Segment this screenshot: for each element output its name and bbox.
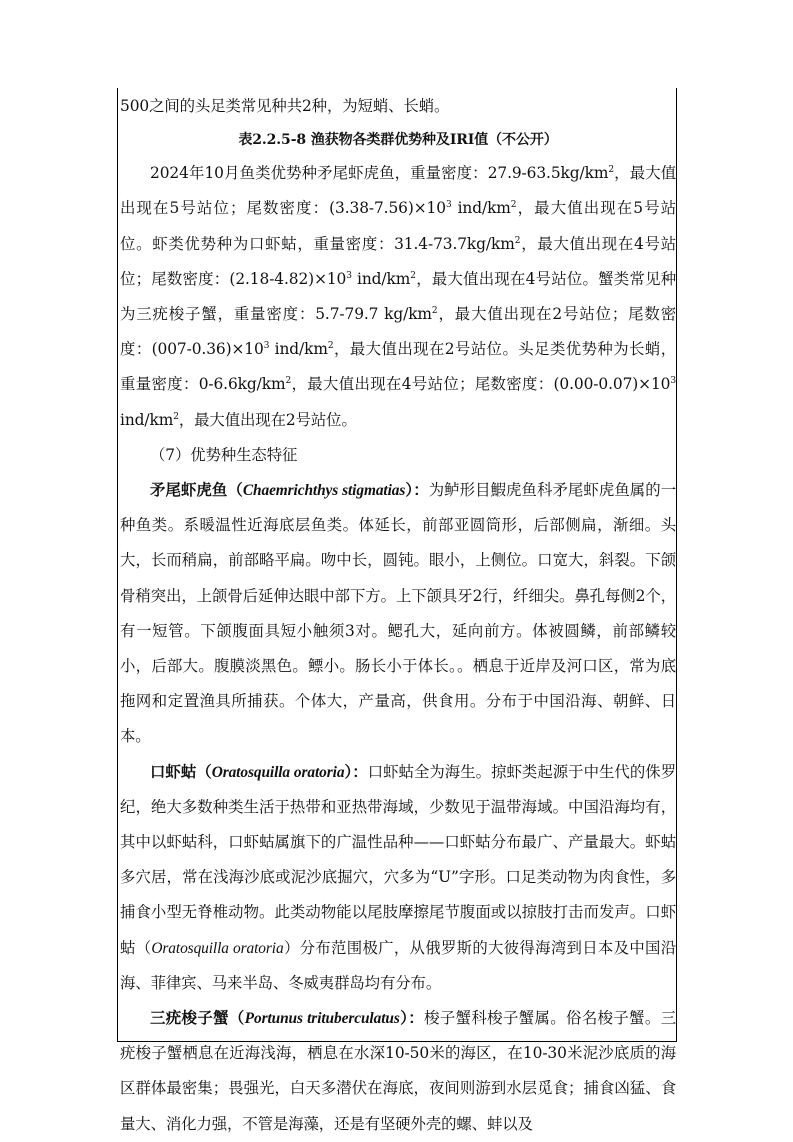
species-name: 口虾蛄 [150, 762, 197, 781]
superscript: 3 [445, 200, 452, 211]
text-segment: 2024年10月鱼类优势种矛尾虾虎鱼，重量密度：27.9-63.5kg/km [150, 164, 609, 183]
species-name: 三疣梭子蟹 [150, 1009, 229, 1028]
paren-open: （ [228, 1009, 245, 1028]
paragraph-2024-survey [120, 156, 676, 438]
superscript: 3 [346, 270, 352, 281]
superscript: 2 [285, 376, 292, 387]
species-description: ）分布范围极广，从俄罗斯的大彼得海湾到日本及中国沿海、菲律宾、马来半岛、冬威夷群岛均有分布。 [120, 938, 676, 992]
text-segment: ind/km [120, 410, 174, 429]
species-latin-name: Oratosquilla oratoria [211, 763, 345, 781]
text-segment: ，最大值出现在2号站位；尾数密度：(007-0.36)×10 [120, 305, 676, 359]
intro-tail-paragraph: 500之间的头足类常见种共2种，为短蛸、长蛸。 [120, 97, 450, 115]
superscript: 3 [670, 376, 676, 387]
superscript: 2 [327, 341, 334, 352]
text-segment: ，最大值出现在5号站位；尾数密度：(3.38-7.56)×10 [120, 164, 676, 218]
text-segment: ，最大值出现在4号站位。蟹类常见种为三疣梭子蟹，重量密度：5.7-79.7 kg/km [120, 269, 676, 324]
species-description: 为鲈形目鰕虎鱼科矛尾虾虎鱼属的一种鱼类。系暖温性近海底层鱼类。体延长，前部亚圆筒形，后部侧扁，渐细。头大，长而稍扁，前部略平扁。吻中长，圆钝。眼小，上侧位。口宽大，斜裂。下颌骨稍突出，上颌骨后延伸达眼中部下方。上下颌具牙2行，纤细尖。鼻孔每侧2个，有一短管。下颌腹面具短小触须3对。鳃孔大，延向前方。体被圆鳞，前部鳞较小，后部大。腹膜淡黑色。鳔小。肠长小于体长。。栖息于近岸及河口区，常为底拖网和定置渔具所捕获。个体大，产量高，供食用。分布于中国沿海、朝鲜、日本。 [120, 481, 677, 746]
paren-open: （ [227, 481, 243, 500]
species-description: 梭子蟹科梭子蟹属。俗名梭子蟹。三疣梭子蟹栖息在近海浅海，栖息在水深10-50米的海区，在10-30米泥沙底质的海区群体最密集；畏强光，白天多潜伏在海底，夜间则游到水层觅食；捕食凶猛、食量大、消化力强，不管是海藻，还是有坚硬外壳的螺、蚌以及 [120, 1009, 676, 1133]
text-segment: ind/km [351, 269, 411, 288]
superscript: 2 [431, 306, 438, 317]
paren-close: ） [399, 1009, 409, 1028]
superscript: 2 [514, 235, 521, 246]
species-latin-name: Chaemrichthys stigmatias [242, 482, 406, 500]
separator: ： [408, 1009, 425, 1028]
species-paragraph-chaemrichthys [120, 473, 676, 755]
species-name: 矛尾虾虎鱼 [150, 481, 228, 500]
paren-close: ） [344, 762, 353, 781]
superscript: 2 [608, 165, 614, 176]
text-segment: ，最大值出现在5号站位。虾类优势种为口虾蛄，重量密度：31.4-73.7kg/km [120, 199, 676, 253]
table-caption: 表2.2.5-8 渔获物各类群优势种及IRI值（不公开） [238, 132, 558, 149]
separator: ： [352, 762, 368, 781]
species-latin-inline: Oratosquilla oratoria [151, 939, 284, 957]
superscript: 3 [263, 341, 270, 352]
paren-close: ） [405, 481, 414, 500]
species-description: 口虾蛄全为海生。掠虾类起源于中生代的侏罗纪，绝大多数种类生活于热带和亚热带海域，少数见于温带海域。中国沿海均有，其中以虾蛄科，口虾蛄属旗下的广温性品种——口虾蛄分布最广、产量最大。虾蛄多穴居，常在浅海沙底或泥沙底掘穴，穴多为“U”字形。口足类动物为肉食性，多捕食小型无脊椎动物。此类动物能以尾肢摩擦尾节腹面或以掠肢打击而发声。口虾蛄（ [120, 762, 676, 957]
section-heading: （7）优势种生态特征 [150, 445, 298, 464]
superscript: 2 [510, 200, 517, 211]
text-segment: ，最大值出现在4号站位；尾数密度：(2.18-4.82)×10 [120, 234, 676, 288]
species-paragraph-portunus [120, 1001, 676, 1142]
document-body [120, 89, 676, 1142]
species-paragraph-oratosquilla [120, 755, 676, 1001]
superscript: 2 [173, 411, 179, 422]
species-latin-name: Portunus trituberculatus [244, 1010, 400, 1028]
text-segment: ind/km [451, 199, 511, 218]
paren-open: （ [196, 762, 212, 781]
text-segment: ，最大值出现在2号站位。头足类优势种为长蛸，重量密度：0-6.6kg/km [120, 340, 677, 394]
text-segment: ind/km [269, 340, 328, 359]
superscript: 2 [410, 270, 416, 281]
text-segment: ，最大值出现在2号站位。 [178, 410, 357, 429]
separator: ： [413, 481, 429, 500]
text-segment: ，最大值出现在4号站位；尾数密度：(0.00-0.07)×10 [291, 375, 671, 394]
